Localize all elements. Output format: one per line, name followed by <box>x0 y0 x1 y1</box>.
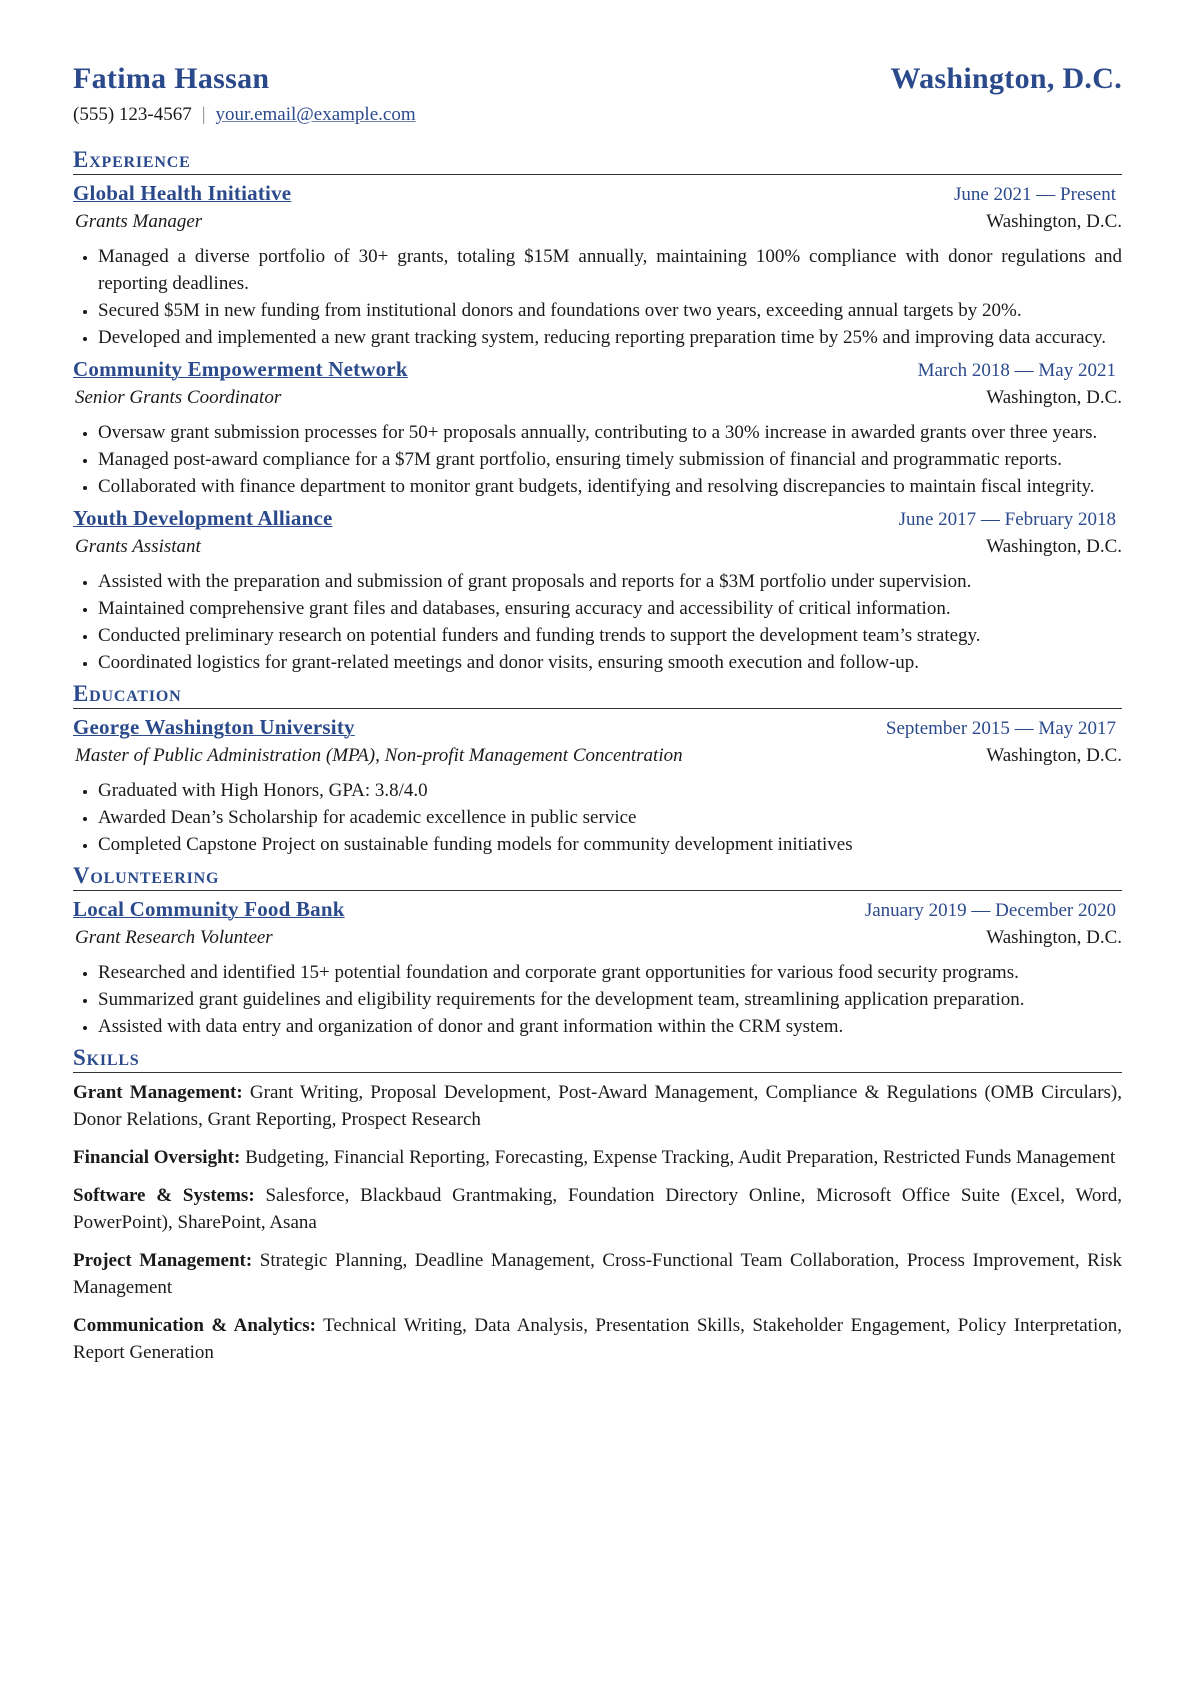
candidate-location: Washington, D.C. <box>890 62 1122 95</box>
resume-header <box>73 62 1122 96</box>
bullet-item: • Oversaw grant submission processes for 50+ proposals annually, contributing to a 30% increase in awarded grants over three years. <box>98 419 1122 446</box>
entry-role: Grants Manager <box>75 211 203 232</box>
skill-row <box>73 1312 1122 1366</box>
section-title-volunteering: Volunteering <box>73 862 1122 891</box>
education-entry <box>73 713 1122 858</box>
entry-role: Grant Research Volunteer <box>75 927 273 948</box>
experience-entry <box>73 504 1122 676</box>
bullet-list <box>73 419 1122 500</box>
bullet-item: • Managed post-award compliance for a $7M grant portfolio, ensuring timely submission of financial and programmatic reports. <box>98 446 1122 473</box>
bullet-list <box>73 777 1122 858</box>
bullet-item: • Developed and implemented a new grant tracking system, reducing reporting preparation time by 25% and improving data accuracy. <box>98 324 1122 351</box>
bullet-item: • Summarized grant guidelines and eligibility requirements for the development team, streamlining application preparation. <box>98 986 1122 1013</box>
skill-category: Software & Systems: <box>73 1185 255 1206</box>
bullet-item: • Awarded Dean’s Scholarship for academic excellence in public service <box>98 804 1122 831</box>
experience-entry <box>73 179 1122 351</box>
entry-location: Washington, D.C. <box>986 927 1122 948</box>
section-title-experience: Experience <box>73 146 1122 175</box>
bullet-list <box>73 959 1122 1040</box>
contact-line <box>73 102 1122 128</box>
bullet-item: • Secured $5M in new funding from institutional donors and foundations over two years, exceeding annual targets by 20%. <box>98 297 1122 324</box>
organization-link[interactable]: Local Community Food Bank <box>73 897 345 921</box>
phone-number: (555) 123-4567 <box>73 104 192 125</box>
entry-location: Washington, D.C. <box>986 536 1122 557</box>
bullet-item: • Graduated with High Honors, GPA: 3.8/4.0 <box>98 777 1122 804</box>
volunteering-section <box>73 862 1122 1040</box>
organization-link[interactable]: Youth Development Alliance <box>73 506 333 530</box>
skill-values: Grant Writing, Proposal Development, Post-Award Management, Compliance & Regulations (OMB Circulars), Donor Relations, Grant Reporting, Prospect Research <box>73 1082 1123 1130</box>
entry-dates: September 2015 — May 2017 <box>885 718 1116 739</box>
candidate-name: Fatima Hassan <box>73 62 270 95</box>
bullet-item: • Collaborated with finance department to monitor grant budgets, identifying and resolving discrepancies to maintain fiscal integrity. <box>98 473 1122 500</box>
bullet-item: • Coordinated logistics for grant-related meetings and donor visits, ensuring smooth execution and follow-up. <box>98 649 1122 676</box>
institution-link[interactable]: George Washington University <box>73 715 355 739</box>
entry-location: Washington, D.C. <box>986 211 1122 232</box>
entry-location: Washington, D.C. <box>986 745 1122 766</box>
entry-dates: March 2018 — May 2021 <box>917 360 1116 381</box>
experience-section <box>73 146 1122 676</box>
degree: Master of Public Administration (MPA), Non-profit Management Concentration <box>75 745 683 766</box>
skill-row <box>73 1182 1122 1236</box>
skill-category: Grant Management: <box>73 1082 243 1103</box>
skill-category: Financial Oversight: <box>73 1147 241 1168</box>
bullet-item: • Conducted preliminary research on potential funders and funding trends to support the development team’s strategy. <box>98 622 1122 649</box>
skills-section <box>73 1044 1122 1366</box>
bullet-item: • Assisted with the preparation and submission of grant proposals and reports for a $3M portfolio under supervision. <box>98 568 1122 595</box>
entry-role: Grants Assistant <box>75 536 201 557</box>
skill-values: Budgeting, Financial Reporting, Forecasting, Expense Tracking, Audit Preparation, Restricted Funds Management <box>245 1147 1116 1168</box>
education-section <box>73 680 1122 858</box>
skill-values: Strategic Planning, Deadline Management, Cross-Functional Team Collaboration, Process Improvement, Risk Management <box>73 1250 1122 1298</box>
skills-list <box>73 1079 1122 1366</box>
bullet-list <box>73 243 1122 351</box>
entry-dates: June 2021 — Present <box>953 184 1116 205</box>
experience-entry <box>73 355 1122 500</box>
volunteering-entry <box>73 895 1122 1040</box>
entry-dates: June 2017 — February 2018 <box>898 509 1116 530</box>
bullet-item: • Completed Capstone Project on sustainable funding models for community development initiatives <box>98 831 1122 858</box>
entry-role: Senior Grants Coordinator <box>75 387 282 408</box>
skill-values: Salesforce, Blackbaud Grantmaking, Foundation Directory Online, Microsoft Office Suite (Excel, Word, PowerPoint), SharePoint, Asana <box>73 1185 1122 1233</box>
contact-separator: | <box>201 104 206 125</box>
skill-category: Project Management: <box>73 1250 253 1271</box>
email-link[interactable]: your.email@example.com <box>215 104 416 125</box>
section-title-skills: Skills <box>73 1044 1122 1073</box>
skill-values: Technical Writing, Data Analysis, Presentation Skills, Stakeholder Engagement, Policy Interpretation, Report Generation <box>73 1315 1122 1363</box>
bullet-item: • Assisted with data entry and organization of donor and grant information within the CRM system. <box>98 1013 1122 1040</box>
bullet-list <box>73 568 1122 676</box>
skill-row <box>73 1247 1122 1301</box>
organization-link[interactable]: Global Health Initiative <box>73 181 292 205</box>
organization-link[interactable]: Community Empowerment Network <box>73 357 408 381</box>
section-title-education: Education <box>73 680 1122 709</box>
skill-row <box>73 1079 1122 1133</box>
bullet-item: • Maintained comprehensive grant files and databases, ensuring accuracy and accessibility of critical information. <box>98 595 1122 622</box>
entry-dates: January 2019 — December 2020 <box>864 900 1116 921</box>
skill-row <box>73 1144 1122 1171</box>
entry-location: Washington, D.C. <box>986 387 1122 408</box>
bullet-item: • Managed a diverse portfolio of 30+ grants, totaling $15M annually, maintaining 100% compliance with donor regulations and reporting deadlines. <box>98 243 1122 297</box>
bullet-item: • Researched and identified 15+ potential foundation and corporate grant opportunities for various food security programs. <box>98 959 1122 986</box>
skill-category: Communication & Analytics: <box>73 1315 316 1336</box>
